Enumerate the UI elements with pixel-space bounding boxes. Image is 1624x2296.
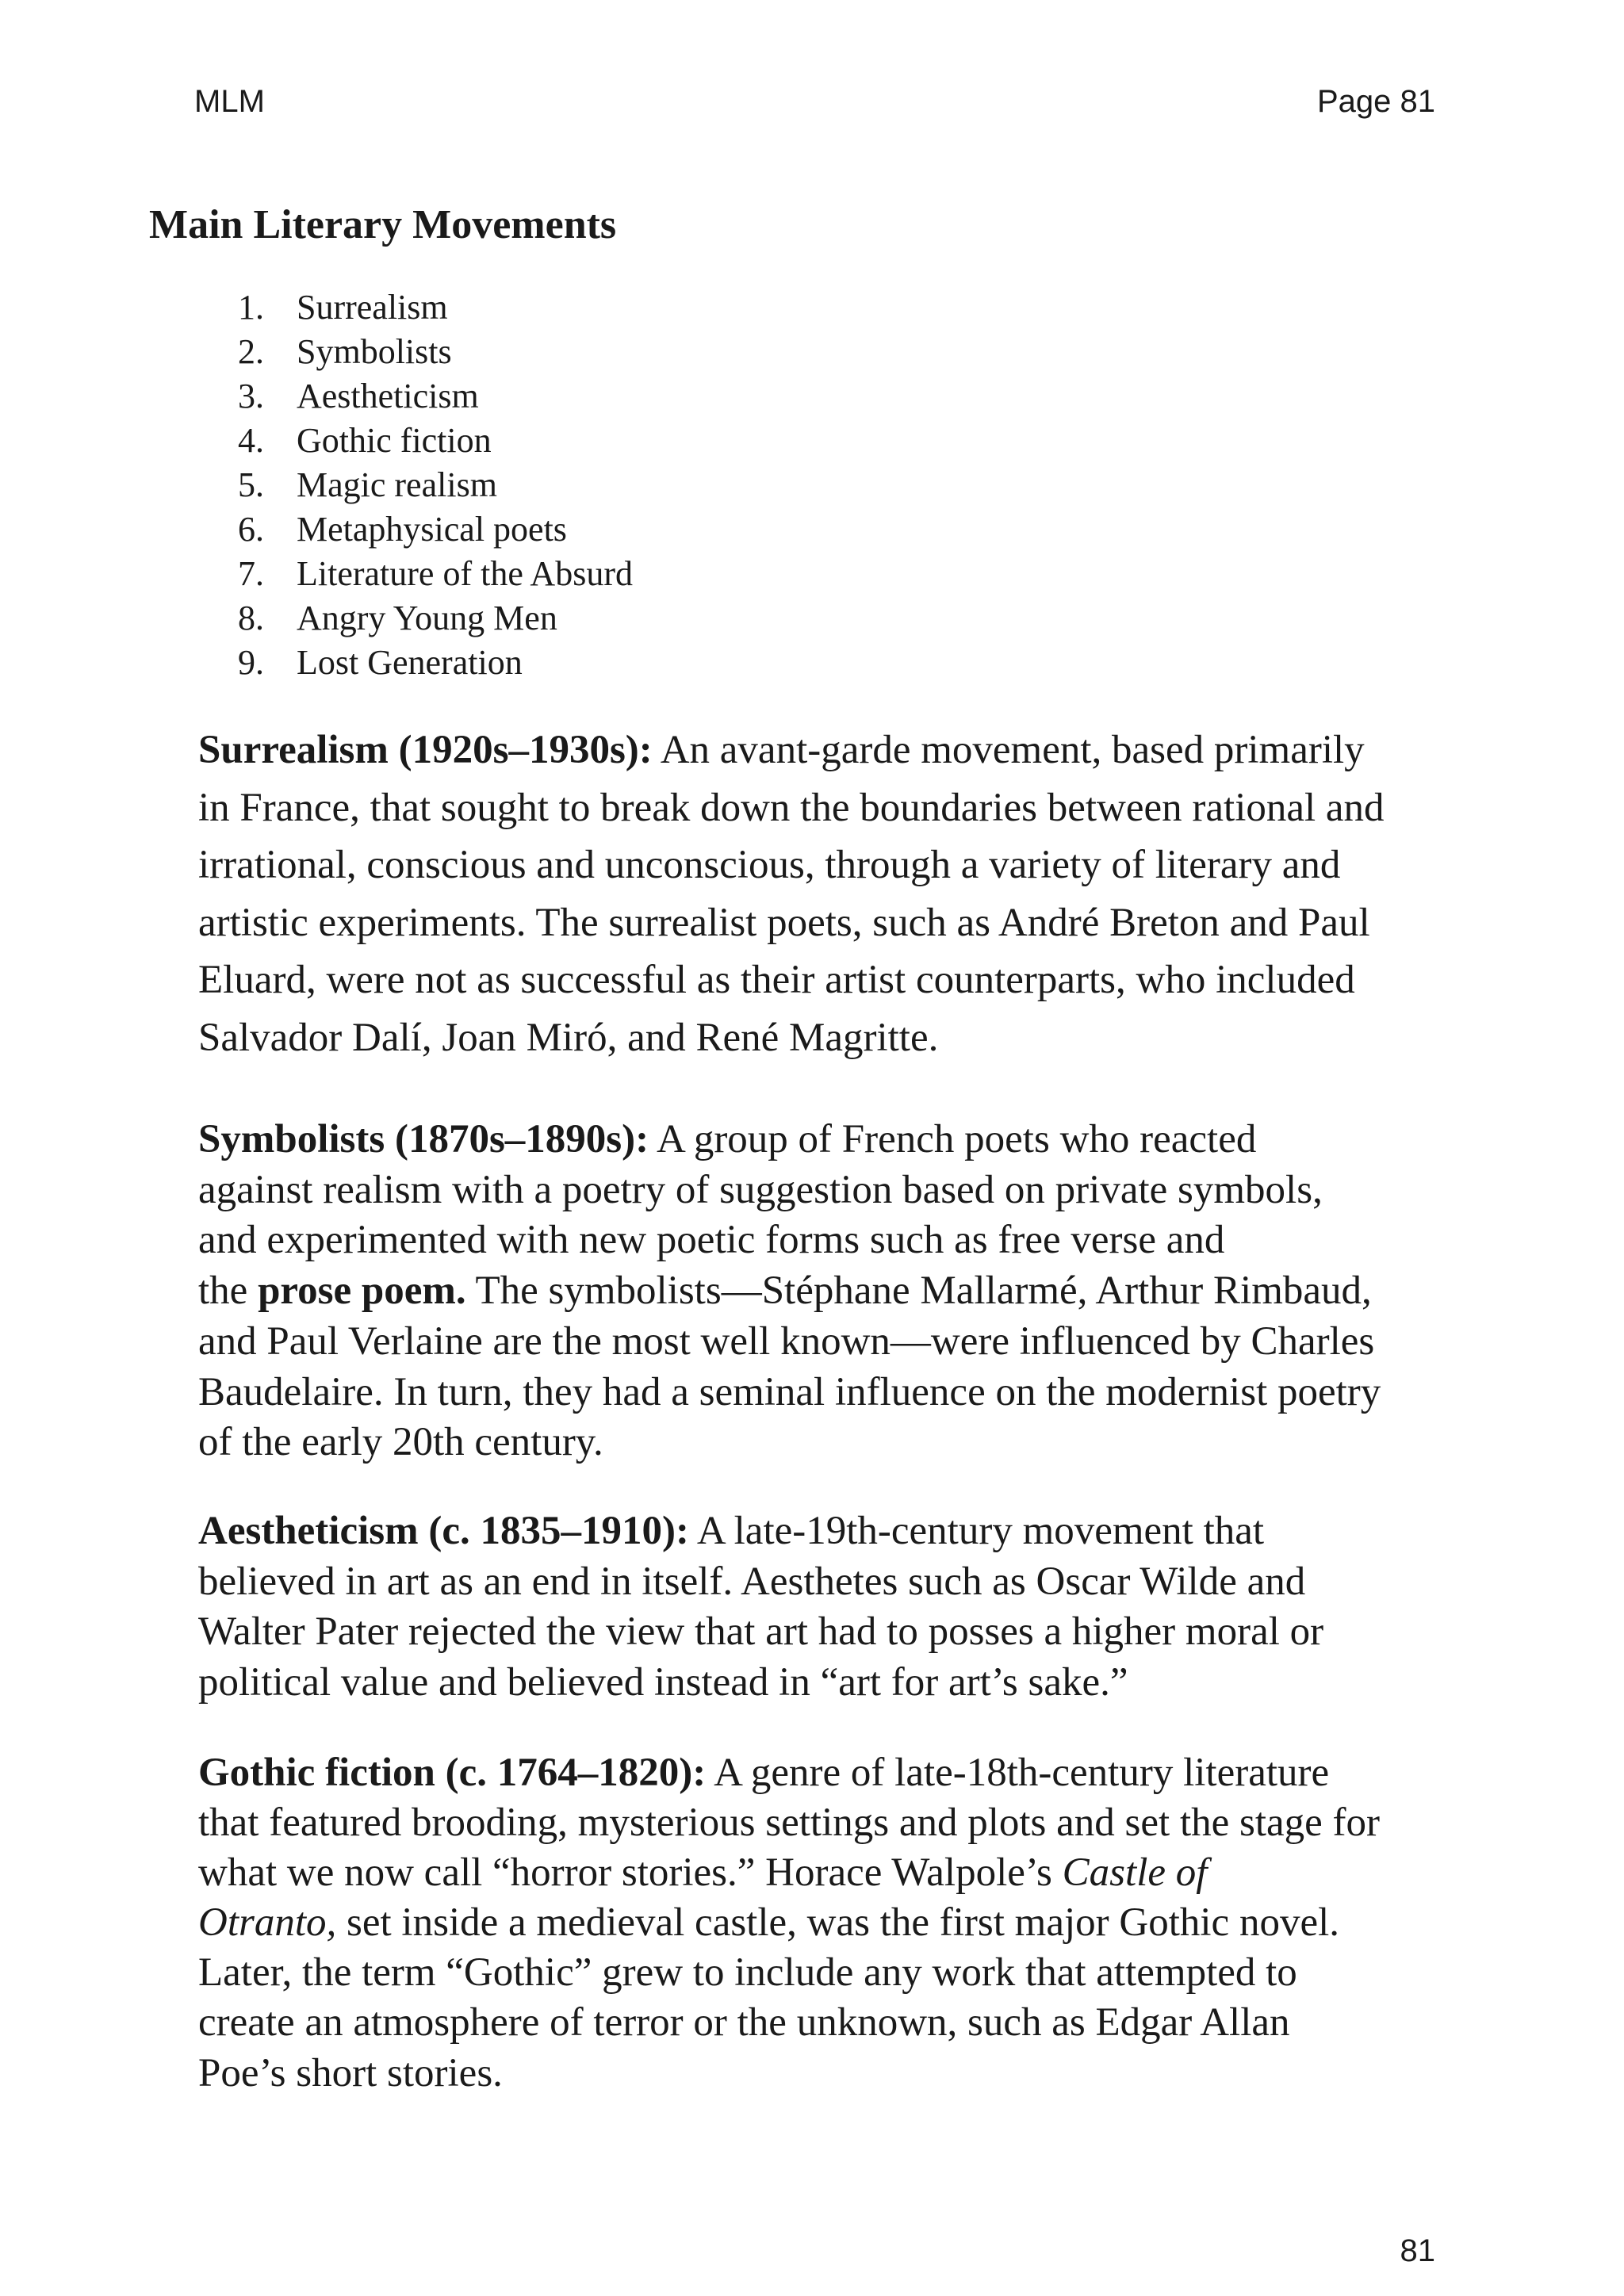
- entry-text: create an atmosphere of terror or the unknown, such as Edgar Allan: [198, 2000, 1290, 2045]
- list-item: [238, 285, 633, 330]
- entry-text: Salvador Dalí, Joan Miró, and René Magritte.: [198, 1015, 939, 1060]
- entry-text: of the early 20th century.: [198, 1420, 603, 1465]
- book-title: Otranto,: [198, 1900, 337, 1946]
- entry-text: Later, the term “Gothic” grew to include any work that attempted to: [198, 1950, 1297, 1996]
- list-number: 8.: [238, 599, 264, 637]
- list-item: [238, 552, 633, 596]
- entry-aestheticism: [198, 1506, 1499, 1708]
- entry-text: and experimented with new poetic forms such as free verse and: [198, 1218, 1225, 1263]
- entry-term: Symbolists (1870s–1890s):: [198, 1117, 649, 1161]
- page-title: Main Literary Movements: [149, 202, 617, 247]
- entry-symbolists: [198, 1115, 1499, 1468]
- page-number: 81: [1400, 2233, 1435, 2268]
- entry-term: Gothic fiction (c. 1764–1820):: [198, 1751, 707, 1795]
- entry-text: A genre of late-18th-century literature: [706, 1751, 1330, 1795]
- entry-text: Poe’s short stories.: [198, 2050, 503, 2095]
- entry-text: what we now call “horror stories.” Horace Walpole’s: [198, 1850, 1063, 1896]
- list-label: Literature of the Absurd: [297, 554, 633, 593]
- list-number: 4.: [238, 421, 264, 460]
- list-item: [238, 374, 633, 419]
- list-number: 6.: [238, 510, 264, 549]
- header-left: MLM: [194, 84, 265, 119]
- entry-text: believed in art as an end in itself. Aesthetes such as Oscar Wilde and: [198, 1559, 1306, 1604]
- list-number: 5.: [238, 465, 264, 504]
- list-label: Aestheticism: [297, 377, 479, 415]
- list-item: [238, 330, 633, 374]
- entry-gothic-fiction: [198, 1748, 1499, 2099]
- list-item: [238, 507, 633, 552]
- entry-text: Eluard, were not as successful as their artist counterparts, who included: [198, 958, 1355, 1003]
- list-number: 2.: [238, 332, 264, 371]
- entry-text: artistic experiments. The surrealist poets, such as André Breton and Paul: [198, 900, 1370, 945]
- entry-text: irrational, conscious and unconscious, through a variety of literary and: [198, 843, 1341, 888]
- list-number: 7.: [238, 554, 264, 593]
- entry-text: the: [198, 1269, 259, 1314]
- list-label: Magic realism: [297, 465, 497, 504]
- entry-text: against realism with a poetry of suggestion based on private symbols,: [198, 1167, 1323, 1212]
- entry-text: Walter Pater rejected the view that art had to posses a higher moral or: [198, 1609, 1324, 1654]
- list-label: Lost Generation: [297, 643, 523, 682]
- entry-term: Aestheticism (c. 1835–1910):: [198, 1509, 689, 1553]
- entry-text: A group of French poets who reacted: [649, 1117, 1257, 1161]
- list-number: 9.: [238, 643, 264, 682]
- list-item: [238, 463, 633, 507]
- list-label: Gothic fiction: [297, 421, 492, 460]
- list-label: Surrealism: [297, 288, 448, 327]
- list-number: 3.: [238, 377, 264, 415]
- header-page-label: Page 81: [1316, 84, 1435, 119]
- entry-text: political value and believed instead in “art for art’s sake.”: [198, 1659, 1128, 1705]
- entry-text: and Paul Verlaine are the most well known—were influenced by Charles: [198, 1318, 1375, 1364]
- list-label: Metaphysical poets: [297, 510, 567, 549]
- list-label: Angry Young Men: [297, 599, 557, 637]
- running-header: [194, 82, 1435, 121]
- list-number: 1.: [238, 288, 264, 327]
- entry-text: Baudelaire. In turn, they had a seminal influence on the modernist poetry: [198, 1369, 1381, 1414]
- list-item: [238, 596, 633, 641]
- book-title: Castle of: [1062, 1850, 1208, 1896]
- list-item: [238, 641, 633, 685]
- movement-list: [238, 285, 633, 685]
- entry-text: A late-19th-century movement that: [688, 1509, 1265, 1553]
- entry-term: Surrealism (1920s–1930s):: [198, 728, 653, 772]
- list-item: [238, 419, 633, 463]
- entry-bold-term: prose poem.: [258, 1269, 466, 1314]
- list-label: Symbolists: [297, 332, 452, 371]
- entry-text: in France, that sought to break down the boundaries between rational and: [198, 785, 1385, 830]
- entry-surrealism: [198, 721, 1499, 1067]
- entry-text: that featured brooding, mysterious settings and plots and set the stage for: [198, 1800, 1381, 1846]
- entry-text: An avant-garde movement, based primarily: [652, 728, 1365, 772]
- entry-text: set inside a medieval castle, was the first major Gothic novel.: [336, 1900, 1339, 1946]
- entry-text: The symbolists—Stéphane Mallarmé, Arthur Rimbaud,: [465, 1269, 1372, 1314]
